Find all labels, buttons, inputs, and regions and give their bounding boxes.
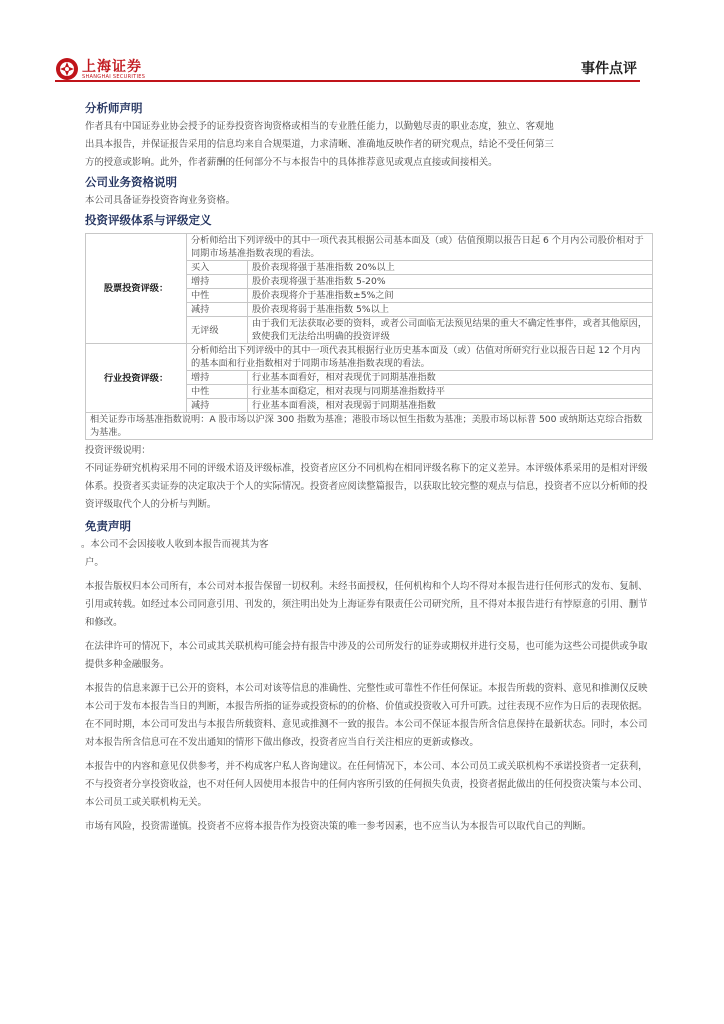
header-rule bbox=[55, 80, 640, 82]
stock-rating-label: 股票投资评级： bbox=[86, 234, 187, 344]
table-row bbox=[86, 344, 653, 371]
rating-level: 中性 bbox=[187, 385, 248, 399]
rating-definition: 股价表现将弱于基准指数 5%以上 bbox=[248, 303, 653, 317]
disclaimer-advice: 本报告中的内容和意见仅供参考，并不构成客户私人咨询建议。在任何情况下，本公司、本公司员工或关联机构不承诺投资者一定获利，不与投资者分享投资收益，也不对任何人因使用本报告中的任何内容所引致的任何损失负责，投资者据此做出的任何投资决策与本公司、本公司员工或关联机构无关。 bbox=[85, 761, 648, 808]
disclaimer-line-2: 户。 bbox=[85, 557, 104, 568]
disclaimer-title: 免责声明 bbox=[85, 519, 131, 533]
qualification-title: 公司业务资格说明 bbox=[85, 175, 177, 189]
rating-definition: 股价表现将强于基准指数 20%以上 bbox=[248, 261, 653, 275]
industry-rating-label: 行业投资评级： bbox=[86, 344, 187, 413]
disclaimer-line-1: 。本公司不会因接收人收到本报告而视其为客 bbox=[81, 539, 269, 550]
rating-level: 增持 bbox=[187, 275, 248, 289]
stock-rating-desc: 分析师给出下列评级中的其中一项代表其根据公司基本面及（或）估值预期以报告日起 6 个月内公司股价相对于同期市场基准指数表现的看法。 bbox=[187, 234, 653, 261]
company-name-cn: 上海证券 bbox=[82, 59, 142, 75]
rating-definition: 行业基本面看淡，相对表现弱于同期基准指数 bbox=[248, 399, 653, 413]
analyst-statement-title: 分析师声明 bbox=[85, 101, 143, 115]
page-content bbox=[81, 98, 653, 836]
logo-emblem-icon bbox=[55, 57, 79, 81]
analyst-statement-line-1: 作者具有中国证券业协会授予的证券投资咨询资格或相当的专业胜任能力，以勤勉尽责的职业态度，独立、客观地 bbox=[85, 121, 554, 132]
rating-level: 减持 bbox=[187, 303, 248, 317]
table-row bbox=[86, 234, 653, 261]
company-name-en: SHANGHAI SECURITIES bbox=[82, 74, 146, 80]
rating-definition: 股价表现将强于基准指数 5-20% bbox=[248, 275, 653, 289]
rating-level: 增持 bbox=[187, 371, 248, 385]
analyst-statement-line-2: 出具本报告，并保证报告采用的信息均来自合规渠道，力求清晰、准确地反映作者的研究观点，结论不受任何第三 bbox=[85, 139, 554, 150]
document-type: 事件点评 bbox=[581, 61, 637, 77]
rating-level: 无评级 bbox=[187, 317, 248, 344]
disclaimer-conflicts: 在法律许可的情况下，本公司或其关联机构可能会持有报告中涉及的公司所发行的证券或期权并进行交易，也可能为这些公司提供或争取提供多种金融服务。 bbox=[85, 641, 648, 670]
disclaimer-risk: 市场有风险，投资需谨慎。投资者不应将本报告作为投资决策的唯一参考因素，也不应当认为本报告可以取代自己的判断。 bbox=[85, 821, 592, 832]
disclaimer-copyright: 本报告版权归本公司所有，本公司对本报告保留一切权利。未经书面授权，任何机构和个人均不得对本报告进行任何形式的发布、复制、引用或转载。如经过本公司同意引用、刊发的，须注明出处为上海证券有限责任公司研究所，且不得对本报告进行有悖原意的引用、删节和修改。 bbox=[85, 581, 648, 628]
page-header bbox=[55, 55, 640, 81]
rating-system-title: 投资评级体系与评级定义 bbox=[85, 213, 212, 227]
table-row bbox=[86, 413, 653, 440]
rating-definition: 由于我们无法获取必要的资料，或者公司面临无法预见结果的重大不确定性事件，或者其他原因，致使我们无法给出明确的投资评级 bbox=[248, 317, 653, 344]
rating-level: 减持 bbox=[187, 399, 248, 413]
rating-level: 买入 bbox=[187, 261, 248, 275]
rating-definition: 股价表现将介于基准指数±5%之间 bbox=[248, 289, 653, 303]
analyst-statement-line-3: 方的授意或影响。此外，作者薪酬的任何部分不与本报告中的具体推荐意见或观点直接或间接相关。 bbox=[85, 157, 498, 168]
rating-table bbox=[85, 233, 653, 440]
rating-note-label: 投资评级说明： bbox=[85, 445, 151, 456]
industry-rating-desc: 分析师给出下列评级中的其中一项代表其根据行业历史基本面及（或）估值对所研究行业以报告日起 12 个月内的基本面和行业指数相对于同期市场基准指数表现的看法。 bbox=[187, 344, 653, 371]
rating-level: 中性 bbox=[187, 289, 248, 303]
rating-definition: 行业基本面稳定，相对表现与同期基准指数持平 bbox=[248, 385, 653, 399]
disclaimer-sources: 本报告的信息来源于已公开的资料，本公司对该等信息的准确性、完整性或可靠性不作任何保证。本报告所载的资料、意见和推测仅反映本公司于发布本报告当日的判断，本报告所指的证券或投资标的的价格、价值或投资收入可升可跌。过往表现不应作为日后的表现依据。在不同时期，本公司可发出与本报告所载资料、意见或推测不一致的报告。本公司不保证本报告所含信息保持在最新状态。同时，本公司对本报告所含信息可在不发出通知的情形下做出修改，投资者应当自行关注相应的更新或修改。 bbox=[85, 683, 648, 748]
qualification-text: 本公司具备证券投资咨询业务资格。 bbox=[85, 195, 236, 206]
benchmark-note: 相关证券市场基准指数说明：A 股市场以沪深 300 指数为基准；港股市场以恒生指数为基准；美股市场以标普 500 或纳斯达克综合指数为基准。 bbox=[86, 413, 653, 440]
rating-note-text: 不同证券研究机构采用不同的评级术语及评级标准，投资者应区分不同机构在相同评级名称下的定义差异。本评级体系采用的是相对评级体系。投资者买卖证券的决定取决于个人的实际情况。投资者应阅读整篇报告，以获取比较完整的观点与信息，投资者不应以分析师的投资评级取代个人的分析与判断。 bbox=[85, 463, 648, 510]
rating-definition: 行业基本面看好，相对表现优于同期基准指数 bbox=[248, 371, 653, 385]
